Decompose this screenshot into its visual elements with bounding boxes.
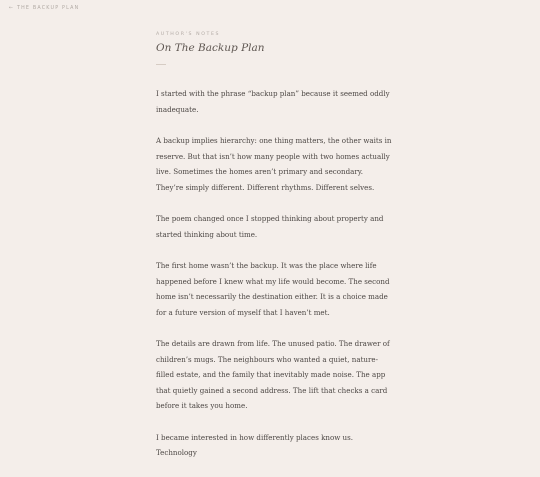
- article-body: [156, 86, 392, 461]
- article: [156, 32, 392, 477]
- paragraph-6: I became interested in how differently places know us. Technology: [156, 432, 354, 457]
- page-title: On The Backup Plan: [156, 42, 265, 54]
- paragraph-5: The details are drawn from life. The unused patio. The drawer of children’s mugs. The neighbours who wanted a quiet, nature-filled estate, and the family that inevitably made noise. The app that quietly gained a second address. The lift that checks a card before it takes you home.: [156, 339, 390, 410]
- back-link-the-backup-plan[interactable]: [9, 6, 79, 11]
- section-eyebrow: AUTHOR'S NOTES: [156, 32, 221, 37]
- paragraph-4: The first home wasn’t the backup. It was the place where life happened before I knew what my life would become. The second home isn’t necessarily the destination either. It is a choice made for a future version of myself that I haven’t met.: [156, 261, 390, 317]
- back-link-label: ← THE BACKUP PLAN: [9, 6, 80, 11]
- title-divider: [156, 64, 166, 65]
- paragraph-1: I started with the phrase “backup plan” because it seemed oddly inadequate.: [156, 89, 390, 114]
- paragraph-3: The poem changed once I stopped thinking about property and started thinking about time.: [156, 214, 384, 239]
- paragraph-2: A backup implies hierarchy: one thing matters, the other waits in reserve. But that isn’t how many people with two homes actually live. Sometimes the homes aren’t primary and secondary. They’re simply different. Different rhythms. Different selves.: [156, 136, 392, 192]
